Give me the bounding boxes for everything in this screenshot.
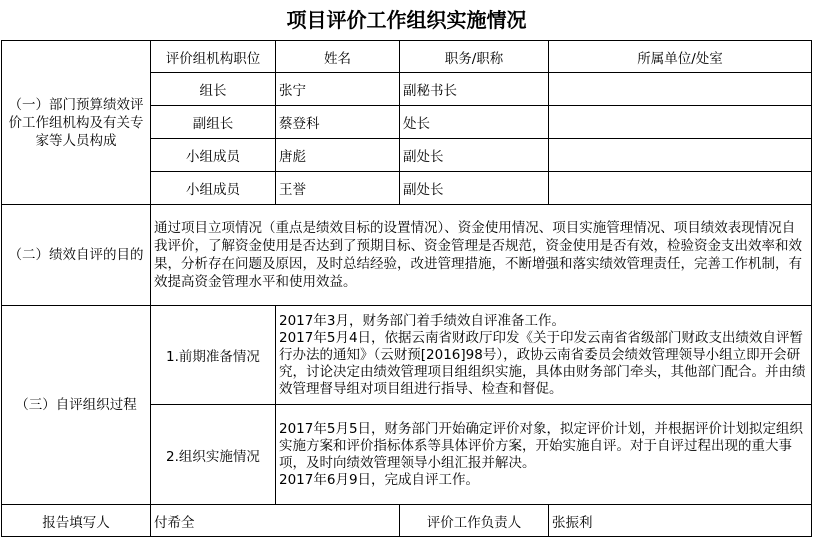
member-position: 组长 [151,73,276,106]
header-unit: 所属单位/处室 [549,41,812,73]
process-label: （三）自评组织过程 [2,306,151,505]
reporter-name: 付希全 [151,505,400,537]
org-section-label: （一）部门预算绩效评价工作组机构及有关专家等人员构成 [2,41,151,205]
member-name: 王誉 [276,172,400,205]
member-unit [549,73,812,106]
header-row [2,41,812,73]
purpose-row [2,205,812,306]
step-note: 2017年3月，财务部门着手绩效自评准备工作。 [279,312,565,329]
member-name: 蔡登科 [276,106,400,139]
member-title: 副处长 [400,172,549,205]
step-label-impl: 2.组织实施情况 [151,405,276,505]
step-notes-prep [276,306,812,405]
member-title: 处长 [400,106,549,139]
member-name: 唐彪 [276,139,400,172]
member-position: 副组长 [151,106,276,139]
purpose-text: 通过项目立项情况（重点是绩效目标的设置情况）、资金使用情况、项目实施管理情况、项目绩效表现情况自我评价，了解资金使用是否达到了预期目标、资金管理是否规范，资金使用是否有效，检验资金支出效率和效果，分析存在问题及原因，及时总结经验，改进管理措施，不断增强和落实绩效管理责任，完善工作机制，有效提高资金管理水平和使用效益。 [151,205,812,306]
member-position: 小组成员 [151,172,276,205]
member-title: 副处长 [400,139,549,172]
step-label-prep: 1.前期准备情况 [151,306,276,405]
step-notes-impl [276,405,812,505]
member-unit [549,106,812,139]
header-name: 姓名 [276,41,400,73]
process-row-prep [2,306,812,405]
responsible-label: 评价工作负责人 [400,505,549,537]
footer-row [2,505,812,537]
header-title: 职务/职称 [400,41,549,73]
step-note: 2017年5月5日，财务部门开始确定评价对象，拟定评价计划，并根据评价计划拟定组织实施方案和评价指标体系等具体评价方案，开始实施自评。对于自评过程出现的重大事项，及时向绩效管理领导小组汇报并解决。 [279,420,804,471]
member-title: 副秘书长 [400,73,549,106]
step-note: 2017年6月9日，完成自评工作。 [279,471,480,488]
page-title: 项目评价工作组织实施情况 [286,8,527,32]
responsible-name: 张振利 [549,505,812,537]
reporter-label: 报告填写人 [2,505,151,537]
member-unit [549,172,812,205]
purpose-label: （二）绩效自评的目的 [2,205,151,306]
step-note: 2017年5月4日，依据云南省财政厅印发《关于印发云南省省级部门财政支出绩效自评暂行办法的通知》（云财预[2016]98号），政协云南省委员会绩效管理领导小组立即开会研究，讨论决定由绩效管理项目组组织实施，具体由财务部门牵头，其他部门配合。并由绩效管理督导组对项目组进行指导、检查和督促。 [279,329,806,397]
member-unit [549,139,812,172]
member-position: 小组成员 [151,139,276,172]
evaluation-table [1,40,812,537]
member-name: 张宁 [276,73,400,106]
header-position: 评价组机构职位 [151,41,276,73]
